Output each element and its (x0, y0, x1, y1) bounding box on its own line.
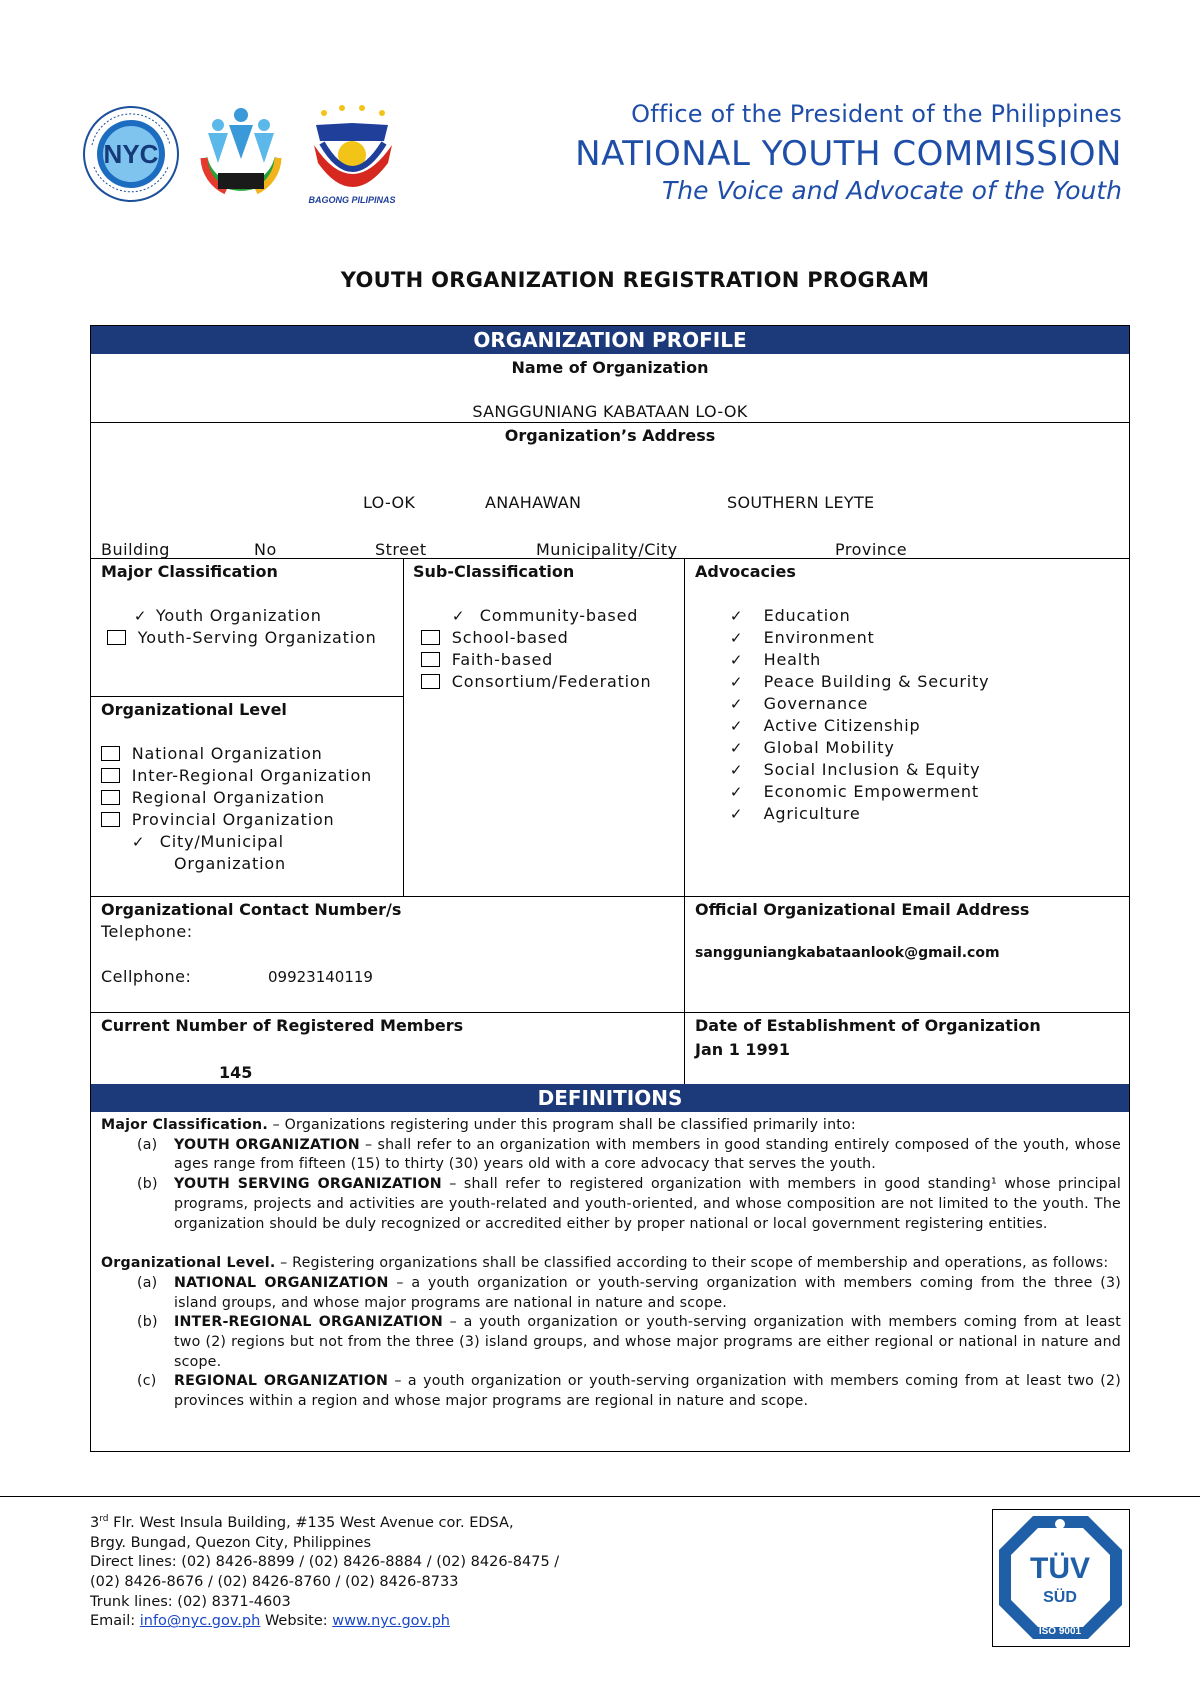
def-level-intro: Organizational Level. – Registering organizations shall be classified according to their scope of membership and operations, as follows: (101, 1255, 1109, 1272)
checkbox-icon[interactable] (421, 652, 440, 667)
footer-line-6: Email: info@nyc.gov.ph Website: www.nyc.gov.ph (90, 1613, 450, 1630)
checkbox-icon[interactable] (421, 630, 440, 645)
def-major-intro: Major Classification. – Organizations registering under this program shall be classified primarily into: (101, 1117, 856, 1133)
org-name-value[interactable]: SANGGUNIANG KABATAAN LO-OK (472, 402, 748, 421)
def-level-item-c: (c) REGIONAL ORGANIZATION – a youth organization or youth-serving organization with members coming from at least two (2) provinces within a region and whose major programs are regional in nature and scope. (137, 1373, 1121, 1410)
level-option-city-municipal[interactable]: ✓ City/Municipal (101, 831, 372, 853)
sub-option-consortium[interactable]: Consortium/Federation (421, 671, 651, 693)
email-label: Official Organizational Email Address (695, 900, 1030, 919)
iso-text: ISO 9001 (1038, 1626, 1082, 1637)
telephone-label: Telephone: (101, 922, 193, 941)
address-no-label: No (254, 540, 277, 559)
sub-classification-list (421, 605, 651, 693)
address-province-label: Province (835, 540, 908, 559)
advocacy-economic[interactable]: ✓ Economic Empowerment (727, 781, 989, 803)
advocacy-environment[interactable]: ✓ Environment (727, 627, 989, 649)
bagong-pilipinas-logo-text: BAGONG PILIPINAS (308, 195, 396, 205)
sub-classification-label: Sub-Classification (413, 562, 575, 581)
sub-option-school[interactable]: School-based (421, 627, 651, 649)
org-level-list (101, 743, 372, 875)
footer-line-4: (02) 8426-8676 / (02) 8426-8760 / (02) 8426-8733 (90, 1573, 459, 1590)
check-icon: ✓ (729, 607, 744, 625)
checkbox-icon[interactable] (107, 630, 126, 645)
advocacies-list (727, 605, 989, 825)
footer-line-1: 3rd Flr. West Insula Building, #135 West Avenue cor. EDSA, (90, 1514, 514, 1531)
major-option-youth-serving[interactable]: Youth-Serving Organization (107, 627, 377, 649)
footer-divider (0, 1496, 1200, 1497)
established-value[interactable]: Jan 1 1991 (695, 1040, 790, 1059)
check-icon: ✓ (729, 673, 744, 691)
major-classification-label: Major Classification (101, 562, 278, 581)
advocacy-peace[interactable]: ✓ Peace Building & Security (727, 671, 989, 693)
check-icon: ✓ (729, 783, 744, 801)
sub-option-faith[interactable]: Faith-based (421, 649, 651, 671)
footer-email-link[interactable]: info@nyc.gov.ph (139, 1613, 261, 1630)
email-value[interactable]: sangguniangkabataanlook@gmail.com (695, 945, 1000, 961)
footer-website-link[interactable]: www.nyc.gov.ph (332, 1613, 450, 1630)
level-option-city-municipal-cont: Organization (174, 854, 286, 873)
nyc-logo-text: NYC (103, 139, 159, 169)
major-option-youth-org[interactable]: ✓ Youth Organization (107, 605, 377, 627)
check-icon: ✓ (729, 629, 744, 647)
members-label: Current Number of Registered Members (101, 1016, 464, 1035)
tuv-text: TÜV (1030, 1552, 1090, 1585)
checkbox-icon[interactable] (101, 790, 120, 805)
check-icon: ✓ (729, 695, 744, 713)
address-municipality-label: Municipality/City (536, 540, 678, 559)
address-municipality-value[interactable]: ANAHAWAN (485, 493, 582, 512)
check-icon: ✓ (729, 717, 744, 735)
level-option-regional[interactable]: Regional Organization (101, 787, 372, 809)
address-street-value[interactable]: LO-OK (363, 493, 416, 512)
advocacy-governance[interactable]: ✓ Governance (727, 693, 989, 715)
checkbox-icon[interactable] (421, 674, 440, 689)
registration-form (90, 325, 1130, 1452)
advocacies-label: Advocacies (695, 562, 796, 581)
check-icon: ✓ (131, 833, 146, 851)
checkbox-icon[interactable] (101, 812, 120, 827)
check-icon: ✓ (729, 739, 744, 757)
advocacy-education[interactable]: ✓ Education (727, 605, 989, 627)
footer-line-5: Trunk lines: (02) 8371-4603 (90, 1593, 291, 1610)
org-address-label: Organization’s Address (504, 426, 716, 445)
address-building-label: Building (101, 540, 170, 559)
established-label: Date of Establishment of Organization (695, 1016, 1041, 1035)
level-option-inter-regional[interactable]: Inter-Regional Organization (101, 765, 372, 787)
advocacy-inclusion[interactable]: ✓ Social Inclusion & Equity (727, 759, 989, 781)
org-level-label: Organizational Level (101, 700, 287, 719)
def-major-item-b: (b) YOUTH SERVING ORGANIZATION – shall refer to registered organization with members in good standing¹ whose principal programs, projects and activities are youth-related and youth-oriented, and whose composition are not limited to the youth. The organization should be duly recognized or accredited either by proper national or local government registering entities. (137, 1176, 1121, 1232)
def-level-item-b: (b) INTER-REGIONAL ORGANIZATION – a youth organization or youth-serving organization with members coming from at least two (2) regions but not from the three (3) island groups, and whose major programs are either regional or national in nature and scope. (137, 1314, 1121, 1370)
address-street-label: Street (375, 540, 427, 559)
bagong-pilipinas-icon (304, 103, 404, 208)
tuv-cert-badge (992, 1509, 1130, 1647)
check-icon: ✓ (729, 805, 744, 823)
tuv-octagon-icon (993, 1510, 1128, 1645)
page-title: YOUTH ORGANIZATION REGISTRATION PROGRAM (340, 268, 930, 292)
level-option-national[interactable]: National Organization (101, 743, 372, 765)
cellphone-label: Cellphone: (101, 967, 192, 986)
address-province-value[interactable]: SOUTHERN LEYTE (727, 493, 875, 512)
cellphone-value[interactable]: 09923140119 (268, 968, 373, 986)
header-tagline: The Voice and Advocate of the Youth (662, 176, 1122, 205)
advocacy-citizenship[interactable]: ✓ Active Citizenship (727, 715, 989, 737)
check-icon: ✓ (451, 607, 466, 625)
sud-text: SÜD (1043, 1589, 1077, 1606)
advocacy-mobility[interactable]: ✓ Global Mobility (727, 737, 989, 759)
advocacy-agriculture[interactable]: ✓ Agriculture (727, 803, 989, 825)
footer-line-2: Brgy. Bungad, Quezon City, Philippines (90, 1534, 371, 1551)
check-icon: ✓ (729, 761, 744, 779)
header-office: Office of the President of the Philippines (631, 100, 1122, 128)
footer-address (90, 1510, 559, 1632)
level-option-provincial[interactable]: Provincial Organization (101, 809, 372, 831)
org-name-label: Name of Organization (511, 358, 709, 377)
advocacy-health[interactable]: ✓ Health (727, 649, 989, 671)
header-commission: NATIONAL YOUTH COMMISSION (575, 134, 1122, 174)
def-major-item-a: (a) YOUTH ORGANIZATION – shall refer to an organization with members in good standing entirely composed of the youth, whose ages range from fifteen (15) to thirty (30) years old with a core advocacy that serves the youth. (137, 1136, 1121, 1173)
def-level-item-a: (a) NATIONAL ORGANIZATION – a youth organization or youth-serving organization with members coming from the three (3) island groups, and whose major programs are national in nature and scope. (137, 1274, 1121, 1311)
nyc-seal-icon (82, 105, 180, 203)
major-classification-list (107, 605, 377, 649)
sub-option-community[interactable]: ✓ Community-based (421, 605, 651, 627)
checkbox-icon[interactable] (101, 746, 120, 761)
youth-people-icon (196, 103, 286, 205)
check-icon: ✓ (133, 607, 148, 625)
checkbox-icon[interactable] (101, 768, 120, 783)
section-header-definitions: DEFINITIONS (91, 1084, 1129, 1112)
check-icon: ✓ (729, 651, 744, 669)
footer-line-3: Direct lines: (02) 8426-8899 / (02) 8426-8884 / (02) 8426-8475 / (90, 1554, 560, 1571)
section-header-profile: ORGANIZATION PROFILE (91, 326, 1129, 354)
definitions-body (101, 1116, 1121, 1412)
members-value[interactable]: 145 (219, 1063, 253, 1082)
contact-label: Organizational Contact Number/s (101, 900, 402, 919)
